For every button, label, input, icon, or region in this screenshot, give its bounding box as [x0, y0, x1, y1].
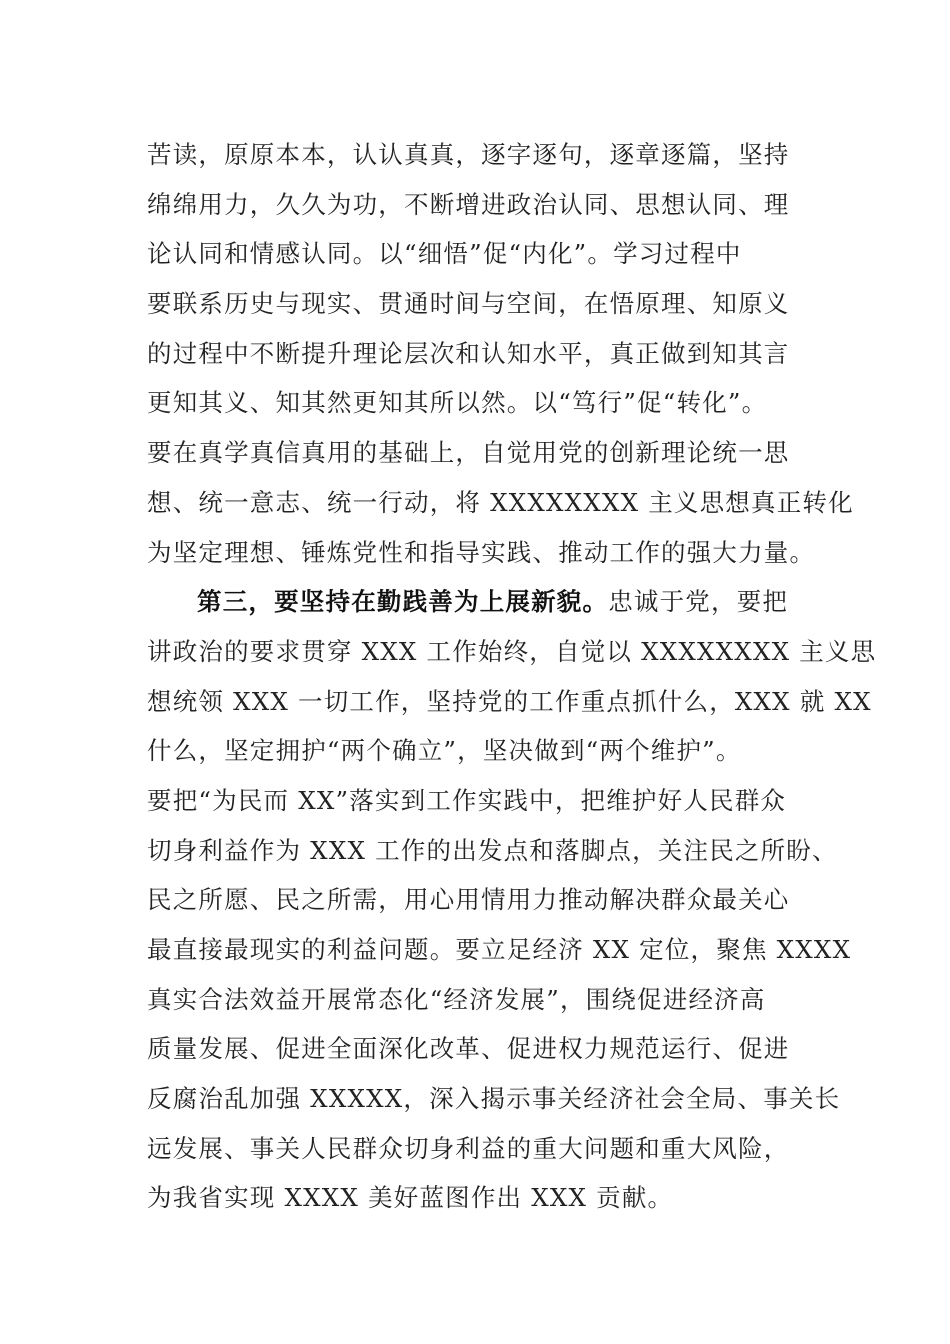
text-line: 想统领 XXX 一切工作，坚持党的工作重点抓什么，XXX 就 XX — [147, 686, 872, 716]
text-line: 绵绵用力，久久为功，不断增进政治认同、思想认同、理 — [147, 189, 790, 219]
section-heading: 第三，要坚持在勤践善为上展新貌。 — [197, 587, 609, 617]
section-heading-line — [147, 577, 827, 627]
text-line: 要联系历史与现实、贯通时间与空间，在悟原理、知原义 — [147, 289, 790, 319]
text-line: 的过程中不断提升理论层次和认知水平，真正做到知其言 — [147, 338, 790, 368]
text-line: 苦读，原原本本，认认真真，逐字逐句，逐章逐篇，坚持 — [147, 140, 790, 169]
text-line: 为坚定理想、锤炼党性和指导实践、推动工作的强大力量。 — [147, 537, 816, 567]
body-text — [147, 130, 877, 1223]
text-line: 要把“为民而 XX”落实到工作实践中，把维护好人民群众 — [147, 785, 787, 815]
text-line: 最直接最现实的利益问题。要立足经济 XX 定位，聚焦 XXXX — [147, 935, 852, 964]
text-line: 切身利益作为 XXX 工作的出发点和落脚点，关注民之所盼、 — [147, 835, 838, 865]
text-line: 讲政治的要求贯穿 XXX 工作始终，自觉以 XXXXXXXX 主义思 — [147, 636, 877, 666]
text-line: 论认同和情感认同。以“细悟”促“内化”。学习过程中 — [147, 239, 742, 269]
text-line: 更知其义、知其然更知其所以然。以“笃行”促“转化”。 — [147, 388, 768, 418]
text-line: 为我省实现 XXXX 美好蓝图作出 XXX 贡献。 — [147, 1183, 674, 1213]
text-line: 质量发展、促进全面深化改革、促进权力规范运行、促进 — [147, 1034, 790, 1064]
text-line: 民之所愿、民之所需，用心用情用力推动解决群众最关心 — [147, 885, 790, 915]
text-line: 反腐治乱加强 XXXXX，深入揭示事关经济社会全局、事关长 — [147, 1084, 841, 1114]
text-line: 要在真学真信真用的基础上，自觉用党的创新理论统一思 — [147, 438, 790, 468]
heading-line-continuation: 忠诚于党，要把 — [608, 587, 789, 617]
text-line: 远发展、事关人民群众切身利益的重大问题和重大风险， — [147, 1133, 790, 1163]
text-line: 想、统一意志、统一行动，将 XXXXXXXX 主义思想真正转化 — [147, 487, 854, 517]
text-line: 什么，坚定拥护“两个确立”，坚决做到“两个维护”。 — [147, 736, 742, 766]
text-line: 真实合法效益开展常态化“经济发展”，围绕促进经济高 — [147, 984, 766, 1014]
